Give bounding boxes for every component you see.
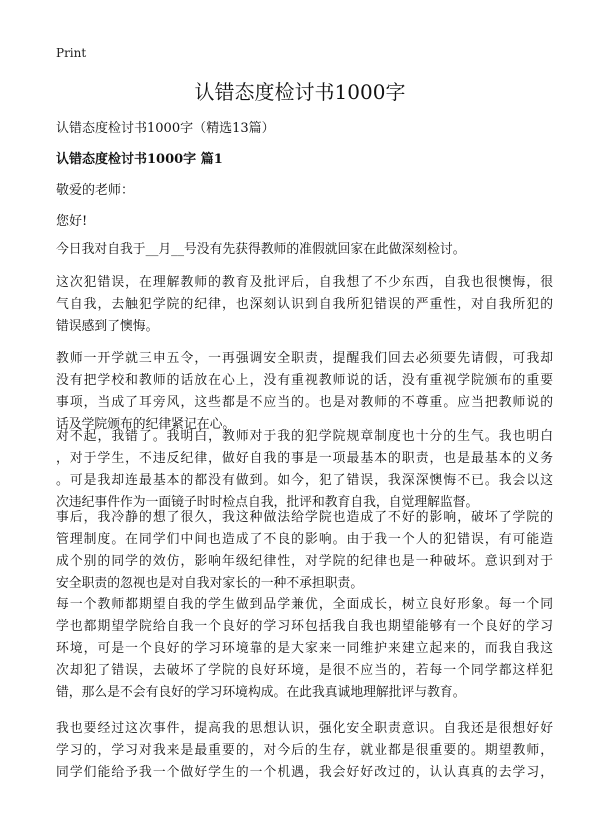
paragraph-line: 对不起，我错了。我明白，教师对于我的犯学院规章制度也十分的生气。我也明白	[56, 429, 553, 444]
section-heading: 认错态度检讨书1000字 篇1	[56, 152, 223, 167]
paragraph-line: 环境，可是一个良好的学习环境靠的是大家来一同维护来建立起来的，而我自我这	[56, 641, 553, 656]
document-title: 认错态度检讨书1000字	[194, 80, 406, 104]
paragraph-line: 错，那么是不会有良好的学习环境构成。在此我真诚地理解批评与教育。	[56, 685, 466, 700]
paragraph-line: 今日我对自我于__月__号没有先获得教师的准假就回家在此做深刻检讨。	[56, 242, 466, 257]
paragraph-line: 成个别的同学的效仿，影响年级纪律性，对学院的纪律也是一种破坏。意识到对于	[56, 554, 553, 569]
body-paragraph	[56, 239, 553, 261]
paragraph-line: 。可是我却连最基本的都没有做到。如今，犯了错误，我深深懊悔不已。我会以这	[56, 473, 553, 488]
paragraph-line: 学习的，学习对我来是最重要的，对今后的生存，就业都是很重要的。期望教师，	[56, 743, 553, 758]
paragraph-line: 次违纪事件作为一面镜子时时检点自我，批评和教育自我，自觉理解监督。	[56, 495, 479, 510]
body-paragraph	[56, 426, 553, 514]
body-paragraph	[56, 348, 553, 436]
greeting: 您好!	[56, 214, 88, 229]
paragraph-line: 同学们能给予我一个做好学生的一个机遇，我会好好改过的，认认真真的去学习，	[56, 765, 553, 780]
paragraph-line: 错误感到了懊悔。	[56, 319, 159, 334]
paragraph-line: 教师一开学就三申五令，一再强调安全职责，提醒我们回去必须要先请假，可我却	[56, 351, 553, 366]
salutation: 敬爱的老师：	[56, 183, 135, 198]
paragraph-line: 事项，当成了耳旁风，这些都是不应当的。也是对教师的不尊重。应当把教师说的	[56, 395, 553, 410]
body-paragraph	[56, 594, 553, 704]
document-subtitle: 认错态度检讨书1000字（精选13篇）	[56, 121, 275, 136]
body-paragraph	[56, 718, 553, 784]
paragraph-line: 没有把学校和教师的话放在心上，没有重视教师说的话，没有重视学院颁布的重要	[56, 373, 553, 388]
paragraph-line: 每一个教师都期望自我的学生做到品学兼优，全面成长，树立良好形象。每一个同	[56, 597, 553, 612]
paragraph-line: ，对于学生，不违反纪律，做好自我的事是一项最基本的职责，也是最基本的义务	[56, 451, 553, 466]
print-link[interactable]: Print	[56, 46, 87, 60]
paragraph-line: 这次犯错误，在理解教师的教育及批评后，自我想了不少东西，自我也很懊悔，很	[56, 275, 553, 290]
paragraph-line: 管理制度。在同学们中间也造成了不良的影响。由于我一个人的犯错误，有可能造	[56, 532, 553, 547]
body-paragraph	[56, 507, 553, 595]
paragraph-line: 学也都期望学院给自我一个良好的学习环包括我自我也期望能够有一个良好的学习	[56, 619, 553, 634]
paragraph-line: 我也要经过这次事件，提高我的思想认识，强化安全职责意识。自我还是很想好好	[56, 721, 553, 736]
body-paragraph	[56, 272, 553, 338]
paragraph-line: 次却犯了错误，去破坏了学院的良好环境，是很不应当的，若每一个同学都这样犯	[56, 663, 553, 678]
paragraph-line: 事后，我冷静的想了很久，我这种做法给学院也造成了不好的影响，破坏了学院的	[56, 510, 553, 525]
paragraph-line: 气自我，去触犯学院的纪律，也深刻认识到自我所犯错误的严重性，对自我所犯的	[56, 297, 553, 312]
paragraph-line: 话及学院颁布的纪律紧记在心。	[56, 417, 236, 432]
paragraph-line: 安全职责的忽视也是对自我对家长的一种不承担职责。	[56, 576, 364, 591]
